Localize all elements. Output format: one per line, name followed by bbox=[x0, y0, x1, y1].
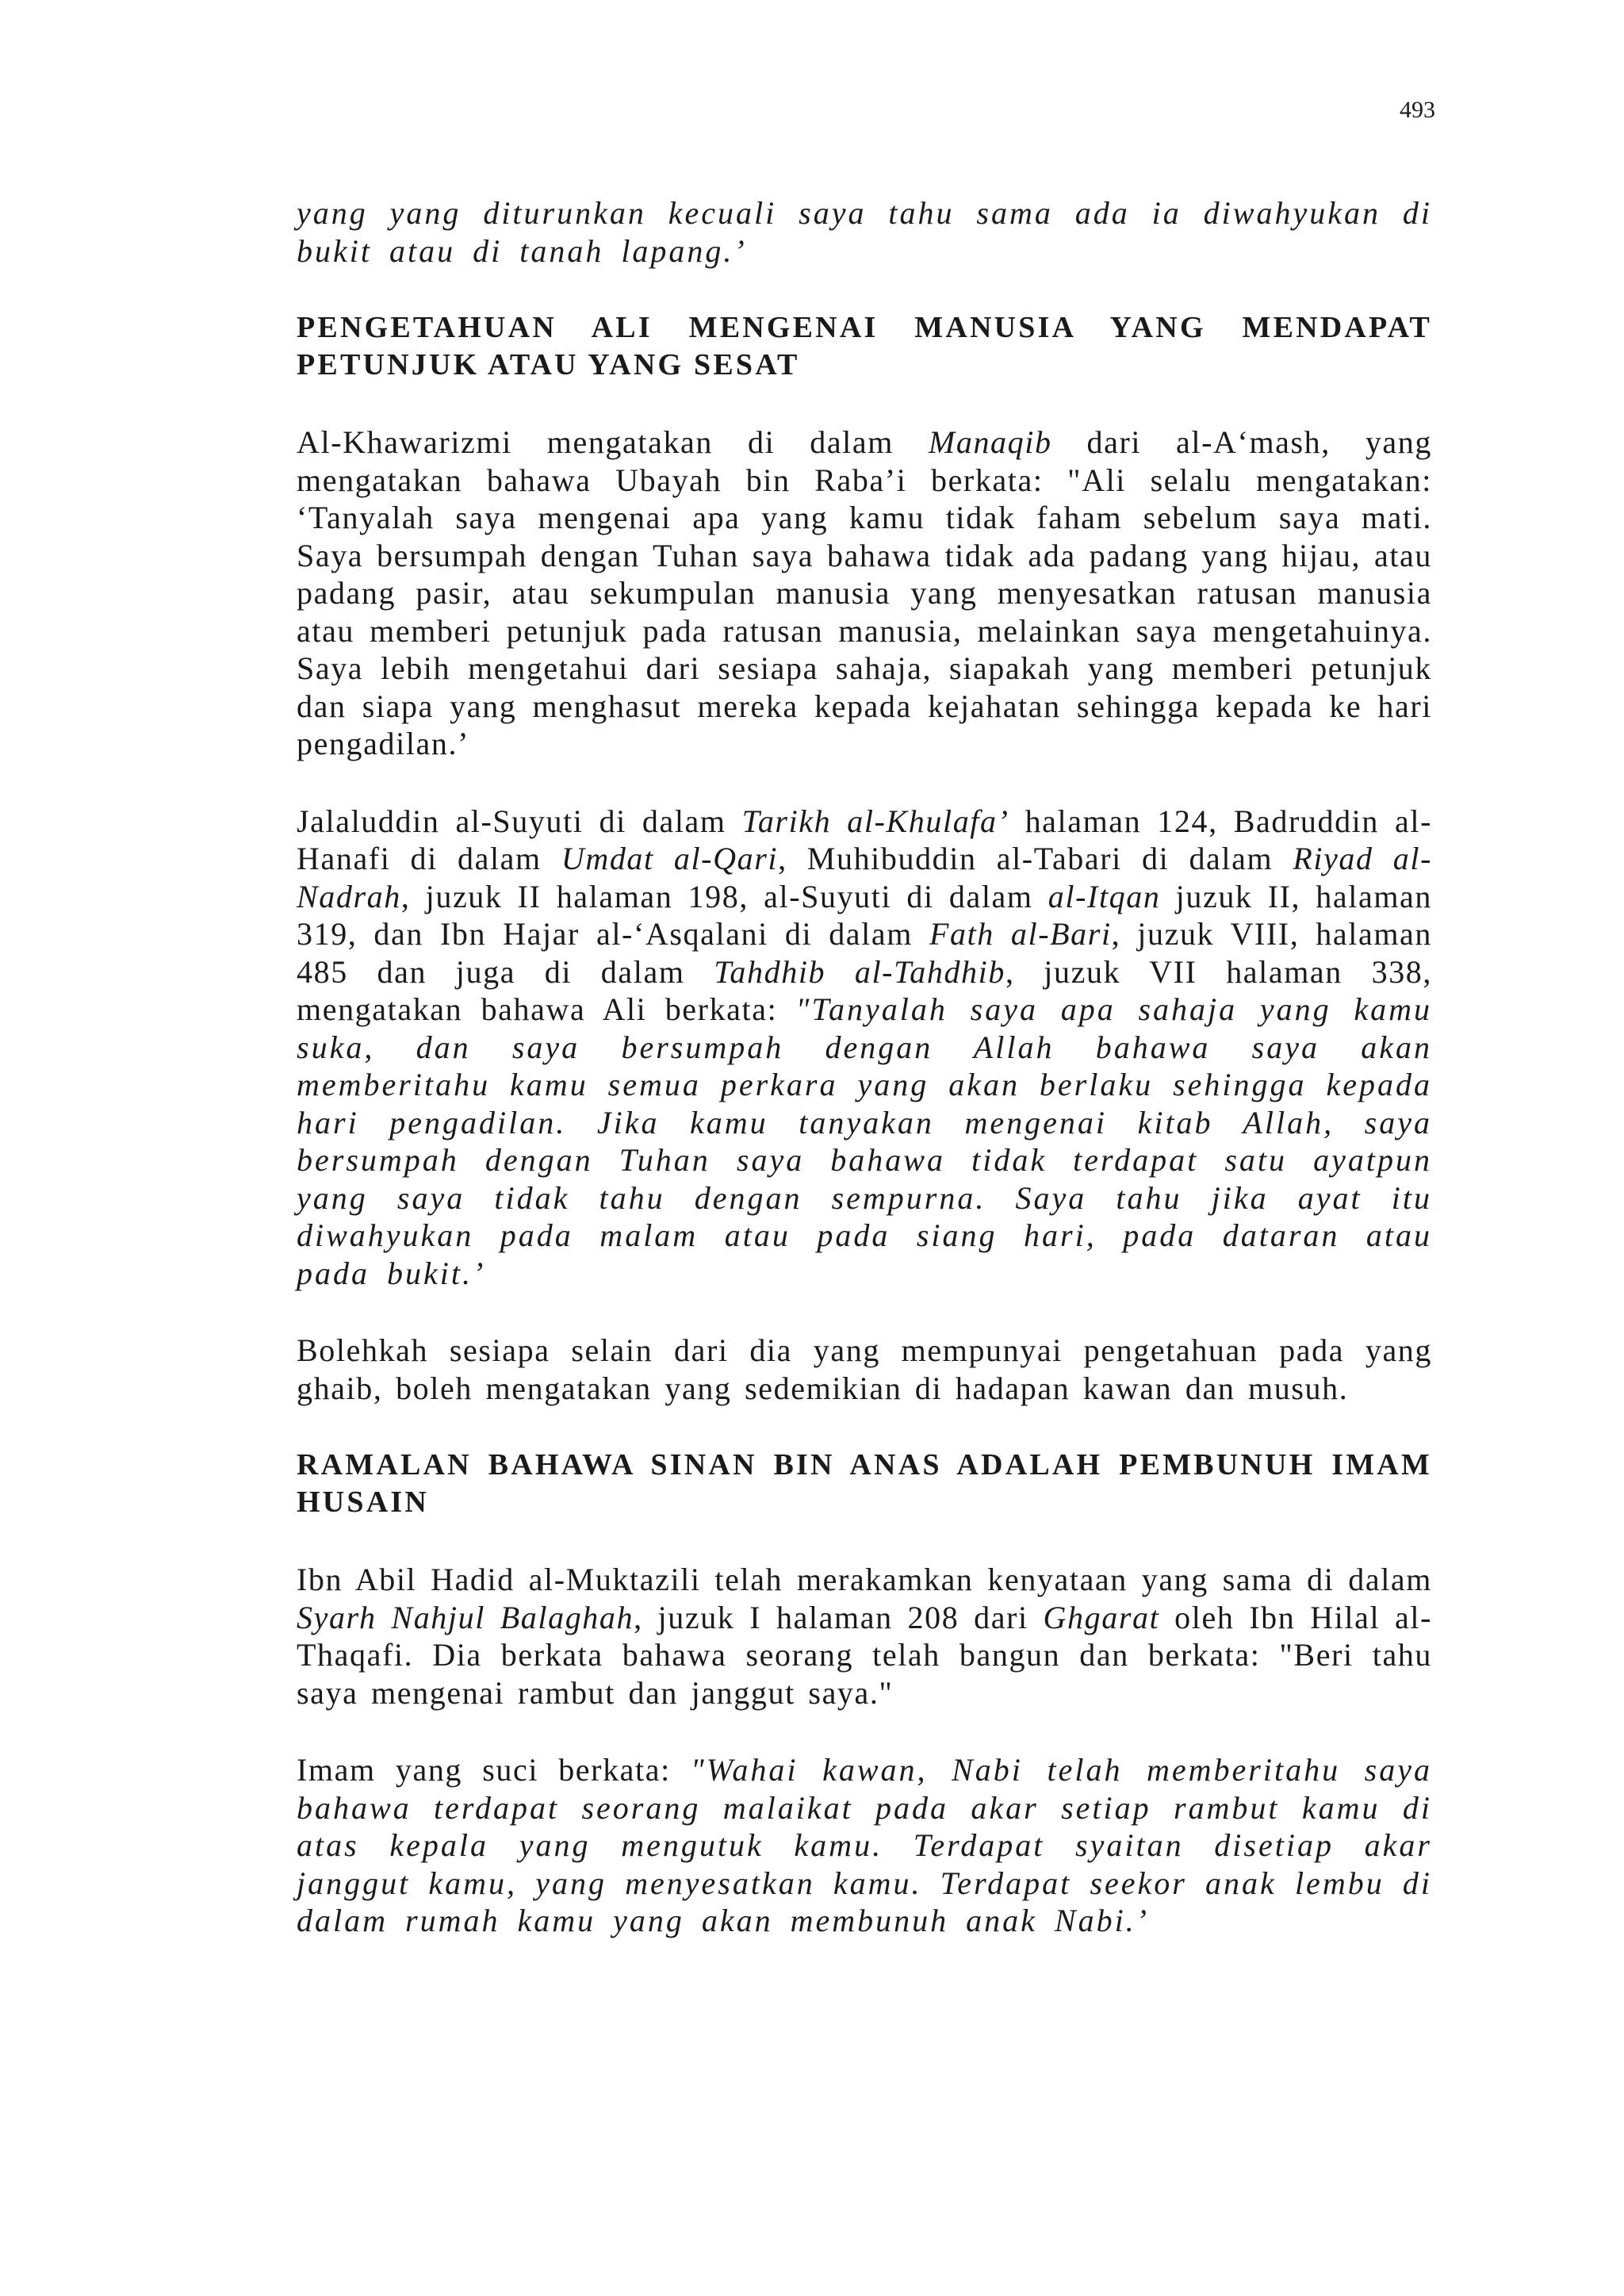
paragraph-abil-hadid: Ibn Abil Hadid al-Muktazili telah merakamkan kenyataan yang sama di dalam Syarh Nahjul Balaghah, juzuk I halaman 208 dari Ghgarat oleh Ibn Hilal al-Thaqafi. Dia berkata bahawa seorang telah bangun dan berkata: "Beri tahu saya mengenai rambut dan janggut saya." bbox=[297, 1562, 1432, 1711]
book-title: Ghgarat bbox=[1043, 1599, 1160, 1635]
section-heading-2: RAMALAN BAHAWA SINAN BIN ANAS ADALAH PEMBUNUH IMAM HUSAIN bbox=[297, 1448, 1432, 1519]
paragraph-khawarizmi: Al-Khawarizmi mengatakan di dalam Manaqib dari al-A‘mash, yang mengatakan bahawa Ubayah bin Raba’i berkata: "Ali selalu mengatakan: ‘Tanyalah saya mengenai apa yang kamu tidak faham sebelum saya mati. Saya bersumpah dengan Tuhan saya bahawa tidak ada padang yang hijau, atau padang pasir, atau sekumpulan manusia yang menyesatkan ratusan manusia atau memberi petunjuk pada ratusan manusia, melainkan saya mengetahuinya. Saya lebih mengetahui dari sesiapa sahaja, siapakah yang memberi petunjuk dan siapa yang menghasut mereka kepada kejahatan sehingga kepada ke hari pengadilan.’ bbox=[297, 424, 1432, 761]
book-title: Tarikh al-Khulafa’ bbox=[741, 803, 1009, 839]
italic-quote: "Wahai kawan, Nabi telah memberitahu saya bahawa terdapat seorang malaikat pada akar setiap rambut kamu di atas kepala yang mengutuk kamu. Terdapat syaitan disetiap akar janggut kamu, yang menyesatkan kamu. Terdapat seekor anak lembu di dalam rumah kamu yang akan membunuh anak Nabi.’ bbox=[297, 1752, 1432, 1938]
paragraph-imam: Imam yang suci berkata: "Wahai kawan, Nabi telah memberitahu saya bahawa terdapat seorang malaikat pada akar setiap rambut kamu di atas kepala yang mengutuk kamu. Terdapat syaitan disetiap akar janggut kamu, yang menyesatkan kamu. Terdapat seekor anak lembu di dalam rumah kamu yang akan membunuh anak Nabi.’ bbox=[297, 1752, 1432, 1938]
italic-quote: yang yang diturunkan kecuali saya tahu sama ada ia diwahyukan di bukit atau di tanah lapang.’ bbox=[297, 195, 1432, 269]
document-body bbox=[297, 194, 1432, 1940]
book-title: Manaqib bbox=[928, 424, 1052, 460]
italic-quote: "Tanyalah saya apa sahaja yang kamu suka, dan saya bersumpah dengan Allah bahawa saya akan memberitahu kamu semua perkara yang akan berlaku sehingga kepada hari pengadilan. Jika kamu tanyakan mengenai kitab Allah, saya bersumpah dengan Tuhan saya bahawa tidak terdapat satu ayatpun yang saya tidak tahu dengan sempurna. Saya tahu jika ayat itu diwahyukan pada malam atau pada siang hari, pada dataran atau pada bukit.’ bbox=[297, 991, 1432, 1291]
book-title: Fath al-Bari bbox=[929, 916, 1112, 952]
paragraph-continuation bbox=[297, 194, 1432, 270]
book-title: Syarh Nahjul Balaghah bbox=[297, 1599, 634, 1635]
book-title: Tahdhib al-Tahdhib bbox=[714, 953, 1005, 990]
paragraph-question: Bolehkah sesiapa selain dari dia yang mempunyai pengetahuan pada yang ghaib, boleh mengatakan yang sedemikian di hadapan kawan dan musuh. bbox=[297, 1332, 1432, 1406]
book-title: al-Itqan bbox=[1048, 878, 1161, 914]
section-heading-1: PENGETAHUAN ALI MENGENAI MANUSIA YANG MENDAPAT PETUNJUK ATAU YANG SESAT bbox=[297, 311, 1432, 381]
page-number: 493 bbox=[1400, 97, 1435, 123]
paragraph-sources: Jalaluddin al-Suyuti di dalam Tarikh al-Khulafa’ halaman 124, Badruddin al-Hanafi di dalam Umdat al-Qari, Muhibuddin al-Tabari di dalam Riyad al-Nadrah, juzuk II halaman 198, al-Suyuti di dalam al-Itqan juzuk II, halaman 319, dan Ibn Hajar al-‘Asqalani di dalam Fath al-Bari, juzuk VIII, halaman 485 dan juga di dalam Tahdhib al-Tahdhib, juzuk VII halaman 338, mengatakan bahawa Ali berkata: "Tanyalah saya apa sahaja yang kamu suka, dan saya bersumpah dengan Allah bahawa saya akan memberitahu kamu semua perkara yang akan berlaku sehingga kepada hari pengadilan. Jika kamu tanyakan mengenai kitab Allah, saya bersumpah dengan Tuhan saya bahawa tidak terdapat satu ayatpun yang saya tidak tahu dengan sempurna. Saya tahu jika ayat itu diwahyukan pada malam atau pada siang hari, pada dataran atau pada bukit.’ bbox=[297, 803, 1433, 1291]
book-title: Riyad al-Nadrah bbox=[297, 841, 1432, 914]
book-title: Umdat al-Qari bbox=[561, 841, 779, 876]
